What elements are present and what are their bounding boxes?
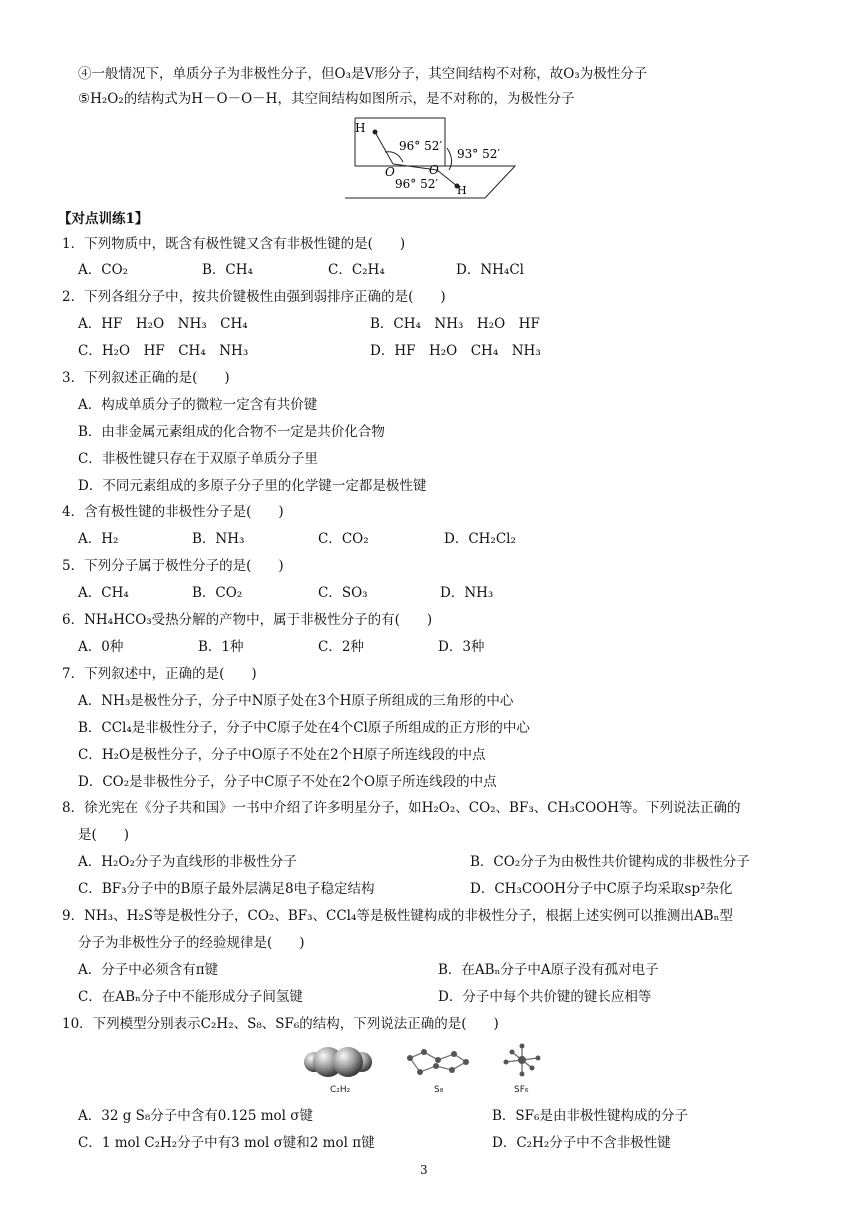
question-8-stem: 8．徐光宪在《分子共和国》一书中介绍了许多明星分子，如H₂O₂、CO₂、BF₃、CH₃COOH等。下列说法正确的 — [62, 800, 741, 816]
model-label-sf6: SF₆ — [514, 1085, 529, 1095]
question-5-option-b: B．CO₂ — [192, 585, 243, 601]
question-6-option-b: B．1种 — [198, 639, 244, 655]
question-4-stem: 4．含有极性键的非极性分子是( ) — [62, 504, 284, 520]
label-h-bottom: H — [457, 184, 467, 197]
question-3-stem: 3．下列叙述正确的是( ) — [62, 370, 230, 386]
question-3-option-b: B．由非金属元素组成的化合物不一定是共价化合物 — [78, 424, 385, 440]
label-angle-dihedral: 93° 52′ — [457, 147, 501, 161]
question-2-option-a: A．HF H₂O NH₃ CH₄ — [78, 316, 248, 332]
question-4-option-a: A．H₂ — [78, 531, 119, 547]
intro-line-4: ④一般情况下，单质分子为非极性分子，但O₃是V形分子，其空间结构不对称，故O₃为极性分子 — [78, 66, 648, 82]
question-7-stem: 7．下列叙述中，正确的是( ) — [62, 666, 257, 682]
label-h-top: H — [355, 121, 366, 135]
question-7-option-d: D．CO₂是非极性分子，分子中C原子不处在2个O原子所连线段的中点 — [78, 774, 497, 790]
question-9-stem-cont: 分子为非极性分子的经验规律是( ) — [78, 935, 305, 951]
section-title: 【对点训练1】 — [58, 211, 149, 227]
question-6-stem: 6．NH₄HCO₃受热分解的产物中，属于非极性分子的有( ) — [62, 612, 433, 628]
question-6-option-c: C．2种 — [318, 639, 364, 655]
question-4-option-c: C．CO₂ — [318, 531, 369, 547]
question-9-option-a: A．分子中必须含有π键 — [78, 962, 219, 978]
question-8-stem-cont: 是( ) — [78, 827, 130, 843]
question-1-option-c: C．C₂H₄ — [328, 262, 385, 278]
model-label-s8: S₈ — [434, 1085, 444, 1095]
question-5-option-a: A．CH₄ — [78, 585, 129, 601]
molecule-models — [300, 1042, 570, 1102]
question-9-option-b: B．在ABₙ分子中A原子没有孤对电子 — [438, 962, 659, 978]
question-8-option-c: C．BF₃分子中的B原子最外层满足8电子稳定结构 — [78, 881, 375, 897]
question-3-option-a: A．构成单质分子的微粒一定含有共价键 — [78, 397, 318, 413]
c2h2-model — [304, 1047, 372, 1077]
question-1-option-d: D．NH₄Cl — [456, 262, 524, 278]
question-5-option-c: C．SO₃ — [318, 585, 368, 601]
question-5-option-d: D．NH₃ — [440, 585, 494, 601]
question-3-option-c: C．非极性键只存在于双原子单质分子里 — [78, 451, 318, 467]
label-angle-top: 96° 52′ — [399, 139, 443, 153]
question-1-stem: 1．下列物质中，既含有极性键又含有非极性键的是( ) — [62, 236, 406, 252]
question-8-option-b: B．CO₂分子为由极性共价键构成的非极性分子 — [470, 854, 750, 870]
question-4-option-d: D．CH₂Cl₂ — [444, 531, 516, 547]
question-7-option-c: C．H₂O是极性分子，分子中O原子不处在2个H原子所连线段的中点 — [78, 747, 486, 763]
question-6-option-a: A．0种 — [78, 639, 124, 655]
question-10-stem: 10．下列模型分别表示C₂H₂、S₈、SF₆的结构，下列说法正确的是( ) — [62, 1016, 499, 1032]
h-atom-top — [373, 130, 378, 135]
question-2-option-c: C．H₂O HF CH₄ NH₃ — [78, 343, 249, 359]
question-1-option-a: A．CO₂ — [78, 262, 129, 278]
question-2-stem: 2．下列各组分子中，按共价键极性由强到弱排序正确的是( ) — [62, 289, 446, 305]
question-10-option-d: D．C₂H₂分子中不含非极性键 — [492, 1135, 671, 1151]
question-8-option-a: A．H₂O₂分子为直线形的非极性分子 — [78, 854, 297, 870]
question-10-option-b: B．SF₆是由非极性键构成的分子 — [492, 1108, 688, 1124]
question-7-option-a: A．NH₃是极性分子，分子中N原子处在3个H原子所组成的三角形的中心 — [78, 693, 514, 709]
question-2-option-b: B．CH₄ NH₃ H₂O HF — [370, 316, 540, 332]
question-7-option-b: B．CCl₄是非极性分子，分子中C原子处在4个Cl原子所组成的正方形的中心 — [78, 720, 530, 736]
question-10-option-a: A．32 g S₈分子中含有0.125 mol σ键 — [78, 1108, 314, 1124]
question-5-stem: 5．下列分子属于极性分子的是( ) — [62, 558, 284, 574]
label-angle-bottom: 96° 52′ — [395, 177, 439, 191]
question-1-option-b: B．CH₄ — [202, 262, 253, 278]
question-8-option-d: D．CH₃COOH分子中C原子均采取sp²杂化 — [470, 881, 733, 897]
intro-line-5: ⑤H₂O₂的结构式为H－O－O－H，其空间结构如图所示，是不对称的，为极性分子 — [78, 91, 575, 107]
label-o-left: O — [385, 165, 395, 179]
question-10-option-c: C．1 mol C₂H₂分子中有3 mol σ键和2 mol π键 — [78, 1135, 375, 1151]
question-4-option-b: B．NH₃ — [192, 531, 245, 547]
model-label-c2h2: C₂H₂ — [330, 1085, 351, 1095]
label-o-right: O — [429, 163, 439, 177]
question-2-option-d: D．HF H₂O CH₄ NH₃ — [370, 343, 541, 359]
h2o2-structure-diagram — [345, 114, 525, 204]
question-9-option-c: C．在ABₙ分子中不能形成分子间氢键 — [78, 989, 303, 1005]
question-6-option-d: D．3种 — [438, 639, 485, 655]
page-number: 3 — [420, 1163, 428, 1177]
question-9-stem: 9．NH₃、H₂S等是极性分子，CO₂、BF₃、CCl₄等是极性键构成的非极性分子，根据上述实例可以推测出ABₙ型 — [62, 908, 733, 924]
question-9-option-d: D．分子中每个共价键的键长应相等 — [438, 989, 652, 1005]
question-3-option-d: D．不同元素组成的多原子分子里的化学键一定都是极性键 — [78, 478, 427, 494]
